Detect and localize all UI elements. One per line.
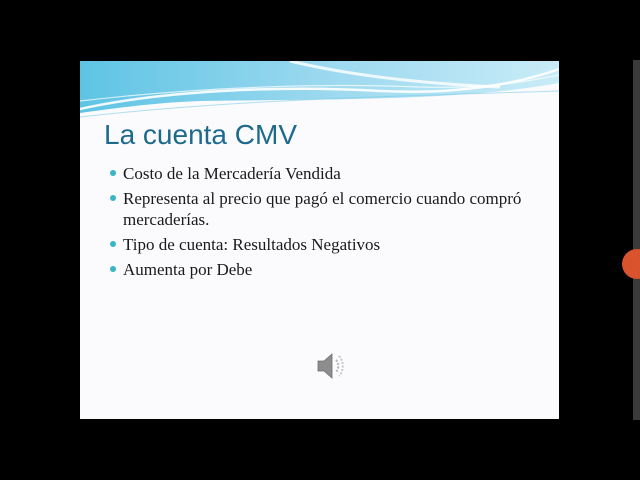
slide-title: La cuenta CMV	[104, 119, 297, 150]
bullet-list	[110, 163, 550, 284]
background-window-edge	[633, 60, 640, 420]
bullet-text: Aumenta por Debe	[123, 260, 253, 279]
bullet-dot	[110, 195, 116, 201]
background-app-icon	[622, 249, 640, 279]
bullet-item	[110, 234, 550, 255]
bullet-item	[110, 188, 550, 230]
bullet-dot	[110, 266, 116, 272]
bullet-text: Representa al precio que pagó el comercio cuando compró mercaderías.	[123, 189, 522, 229]
presentation-slide	[80, 61, 559, 419]
bullet-item	[110, 259, 550, 280]
bullet-dot	[110, 170, 116, 176]
slide-wave-header	[80, 61, 559, 121]
bullet-item	[110, 163, 550, 184]
bullet-dot	[110, 241, 116, 247]
bullet-text: Costo de la Mercadería Vendida	[123, 164, 341, 183]
speaker-icon[interactable]	[315, 349, 349, 383]
bullet-text: Tipo de cuenta: Resultados Negativos	[123, 235, 381, 254]
